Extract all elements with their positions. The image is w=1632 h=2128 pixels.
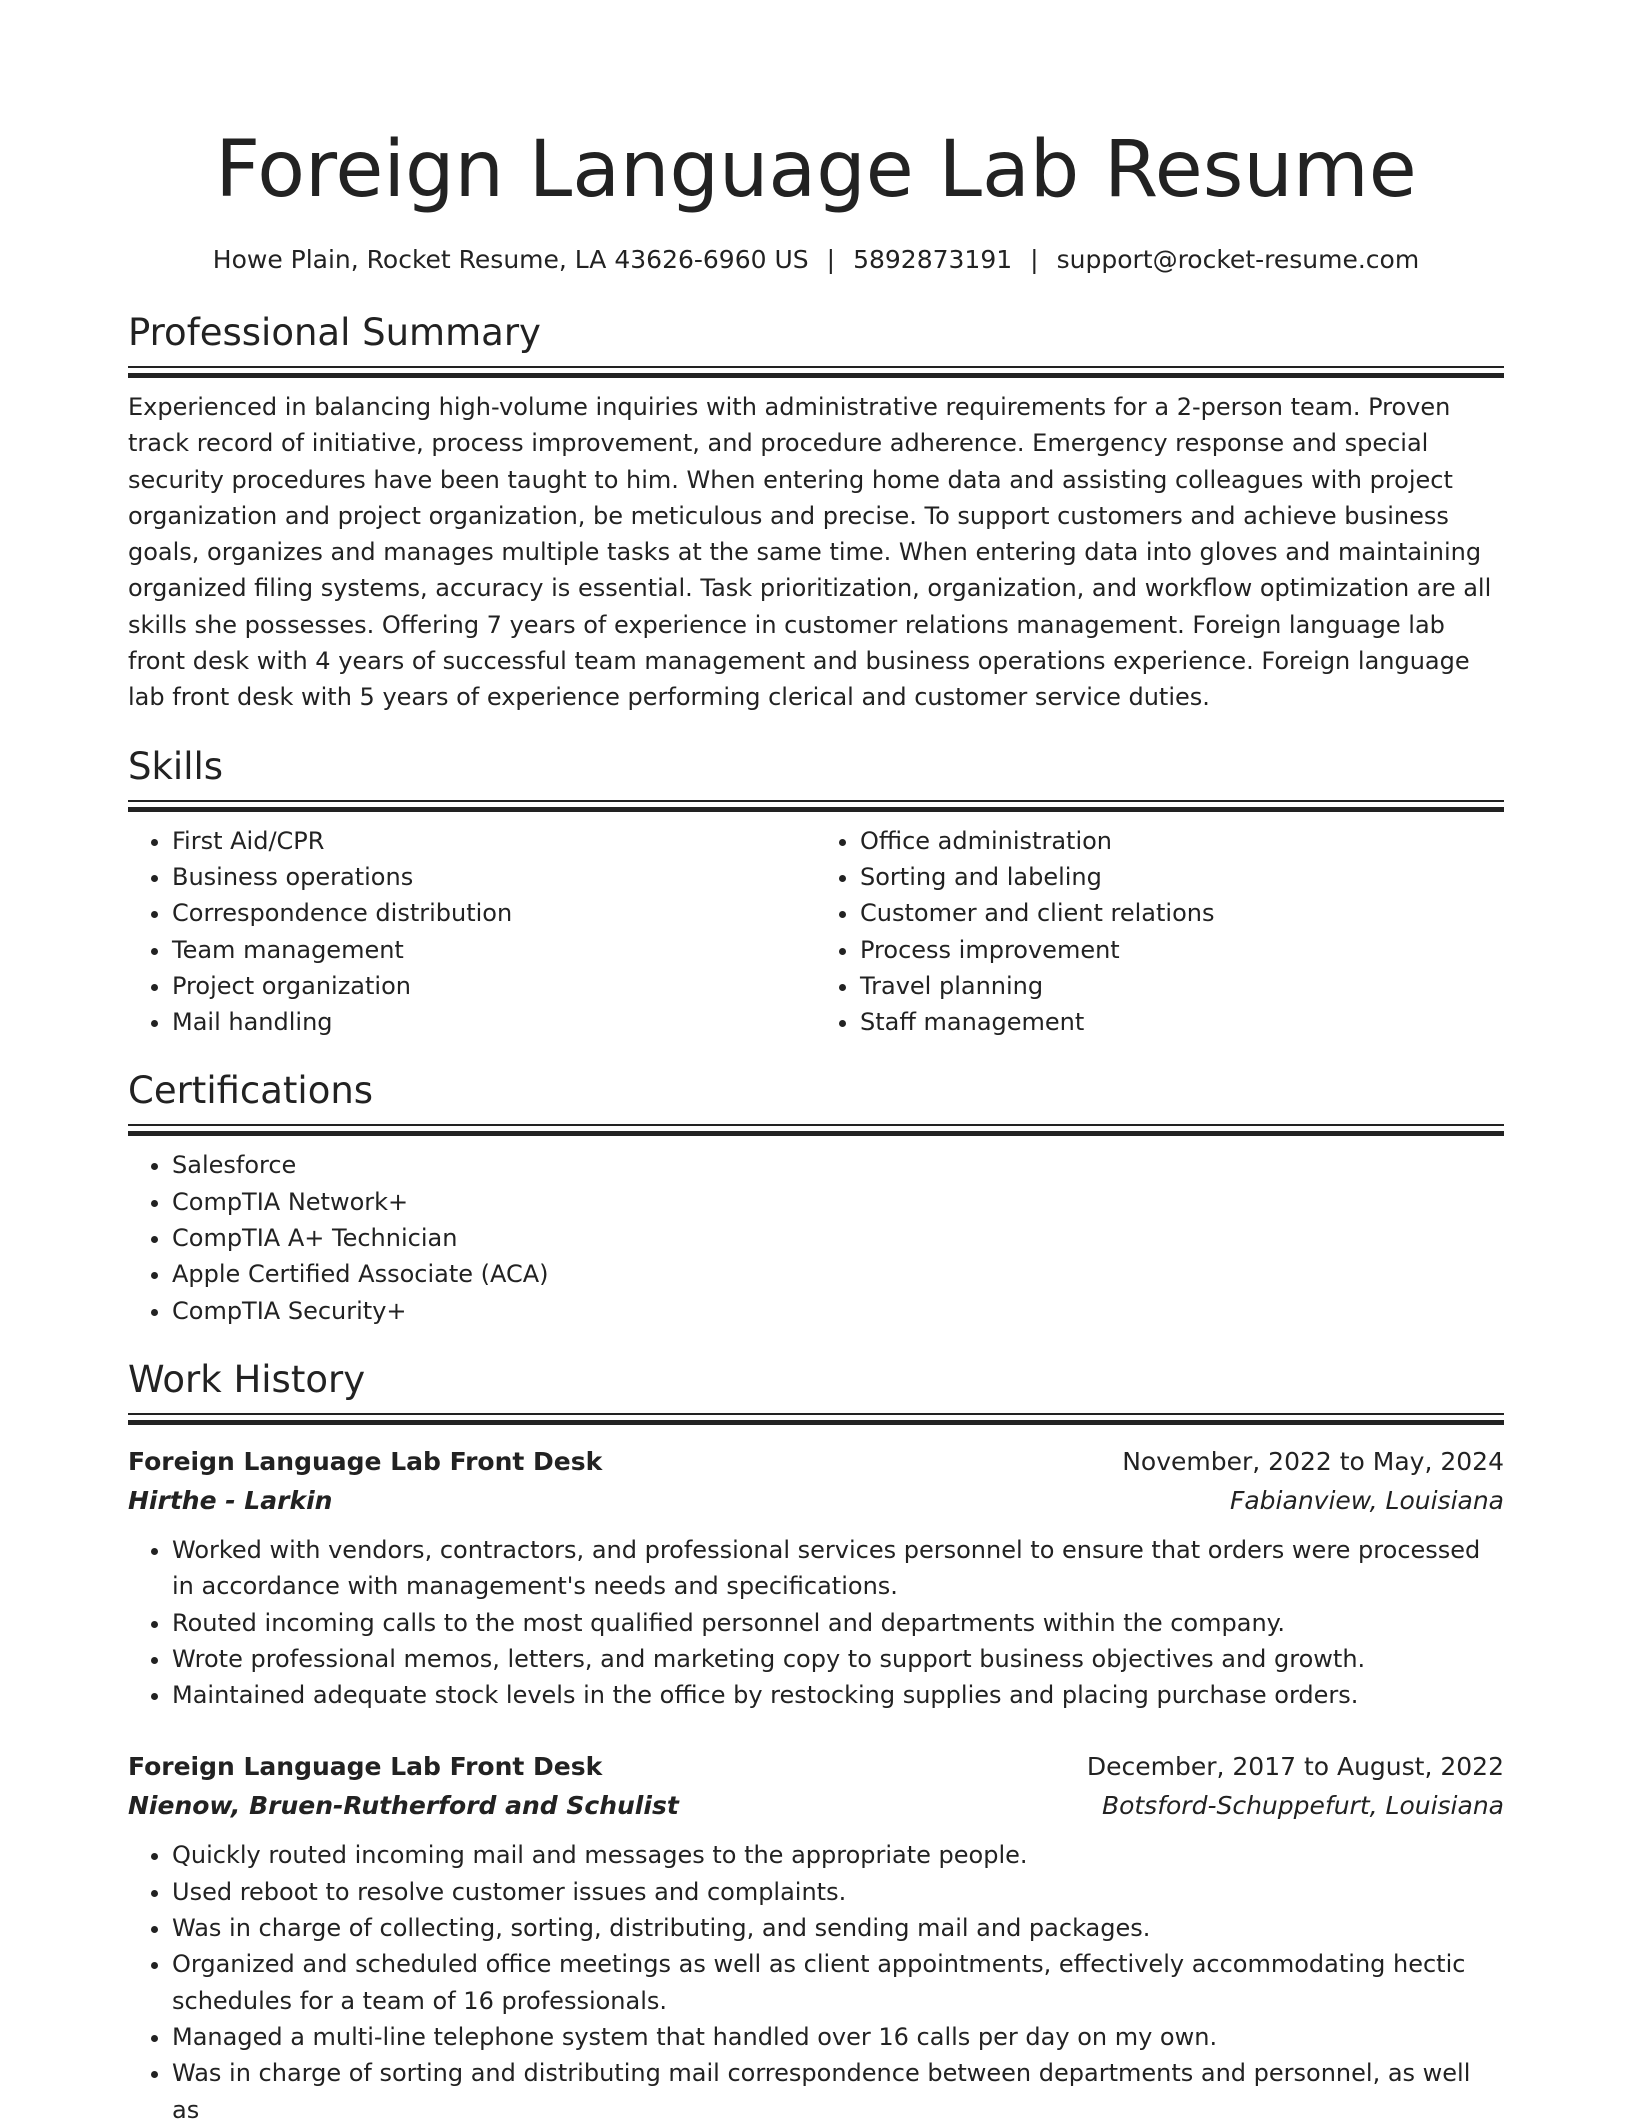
contact-phone: 5892873191: [853, 245, 1013, 274]
job-company-row: [128, 1786, 1504, 1825]
list-item: • Travel planning: [860, 968, 1504, 1004]
list-item: • Business operations: [172, 859, 816, 895]
summary-section: [128, 308, 1504, 716]
section-divider: [128, 1124, 1504, 1135]
section-divider: [128, 1413, 1504, 1424]
list-item: • Was in charge of sorting and distributing mail correspondence between departments and personnel, as well as: [172, 2055, 1504, 2128]
list-item: • Worked with vendors, contractors, and professional services personnel to ensure that orders were processed in accordance with management's needs and specifications.: [172, 1532, 1504, 1605]
list-item: • Office administration: [860, 823, 1504, 859]
job-location: Botsford-Schuppefurt, Louisiana: [1101, 1791, 1504, 1821]
list-item: • Process improvement: [860, 932, 1504, 968]
skills-columns: [128, 823, 1504, 1041]
skills-list-left: [128, 823, 816, 1041]
job-title: Foreign Language Lab Front Desk: [128, 1446, 603, 1476]
list-item: • Was in charge of collecting, sorting, distributing, and sending mail and packages.: [172, 1910, 1504, 1946]
resume-page: [128, 0, 1504, 2128]
list-item: • First Aid/CPR: [172, 823, 816, 859]
job-header-row: [128, 1442, 1504, 1481]
section-divider: [128, 800, 1504, 811]
contact-email: support@rocket-resume.com: [1056, 245, 1420, 274]
contact-separator: |: [1030, 245, 1039, 274]
section-heading-summary: Professional Summary: [128, 311, 541, 354]
certifications-section: [128, 1066, 1504, 1328]
contact-address: Howe Plain, Rocket Resume, LA 43626-6960 US: [212, 245, 809, 274]
job-title: Foreign Language Lab Front Desk: [128, 1752, 603, 1782]
list-item: • Team management: [172, 932, 816, 968]
job-company: Hirthe - Larkin: [128, 1485, 333, 1515]
list-item: • Sorting and labeling: [860, 859, 1504, 895]
contact-separator: |: [826, 245, 836, 274]
page-title: Foreign Language Lab Resume: [215, 125, 1417, 215]
list-item: • Salesforce: [172, 1147, 1504, 1183]
list-item: • CompTIA Network+: [172, 1184, 1504, 1220]
section-divider: [128, 366, 1504, 377]
job-company-row: [128, 1481, 1504, 1520]
list-item: • Maintained adequate stock levels in the office by restocking supplies and placing purchase orders.: [172, 1677, 1504, 1713]
job-company: Nienow, Bruen-Rutherford and Schulist: [128, 1791, 679, 1821]
list-item: • CompTIA Security+: [172, 1293, 1504, 1329]
job-dates: November, 2022 to May, 2024: [1122, 1446, 1504, 1476]
list-item: • Used reboot to resolve customer issues and complaints.: [172, 1874, 1504, 1910]
job-header-row: [128, 1747, 1504, 1786]
job-bullets: [128, 1532, 1504, 1713]
skills-list-right: [816, 823, 1504, 1041]
list-item: • Mail handling: [172, 1004, 816, 1040]
job-dates: December, 2017 to August, 2022: [1086, 1752, 1504, 1782]
job-location: Fabianview, Louisiana: [1229, 1485, 1504, 1515]
certifications-list: [128, 1147, 1504, 1328]
job-entry: [128, 1747, 1504, 2127]
list-item: • Managed a multi-line telephone system that handled over 16 calls per day on my own.: [172, 2019, 1504, 2055]
list-item: • Project organization: [172, 968, 816, 1004]
list-item: • Organized and scheduled office meetings as well as client appointments, effectively accommodating hectic schedules for a team of 16 professionals.: [172, 1946, 1504, 2019]
section-heading-certifications: Certifications: [128, 1069, 374, 1113]
list-item: • Correspondence distribution: [172, 895, 816, 931]
job-bullets: [128, 1837, 1504, 2127]
work-history-section: [128, 1355, 1504, 2128]
list-item: • Quickly routed incoming mail and messages to the appropriate people.: [172, 1837, 1504, 1873]
list-item: • Apple Certified Associate (ACA): [172, 1256, 1504, 1292]
contact-line: [128, 242, 1504, 278]
list-item: • Wrote professional memos, letters, and marketing copy to support business objectives and growth.: [172, 1641, 1504, 1677]
summary-text: Experienced in balancing high-volume inquiries with administrative requirements for a 2-person team. Proven track record of initiative, process improvement, and procedure adherence. Emergency response and special security procedures have been taught to him. When entering home data and assisting colleagues with project organization and project organization, be meticulous and precise. To support customers and achieve business goals, organizes and manages multiple tasks at the same time. When entering data into gloves and maintaining organized filing systems, accuracy is essential. Task prioritization, organization, and workflow optimization are all skills she possesses. Offering 7 years of experience in customer relations management. Foreign language lab front desk with 4 years of successful team management and business operations experience. Foreign language lab front desk with 5 years of experience performing clerical and customer service duties.: [128, 393, 1492, 712]
list-item: • CompTIA A+ Technician: [172, 1220, 1504, 1256]
section-heading-skills: Skills: [128, 744, 224, 788]
job-entry: [128, 1442, 1504, 1713]
list-item: • Staff management: [860, 1004, 1504, 1040]
list-item: • Customer and client relations: [860, 895, 1504, 931]
section-heading-work-history: Work History: [128, 1357, 366, 1401]
skills-section: [128, 742, 1504, 1041]
list-item: • Routed incoming calls to the most qualified personnel and departments within the company.: [172, 1605, 1504, 1641]
